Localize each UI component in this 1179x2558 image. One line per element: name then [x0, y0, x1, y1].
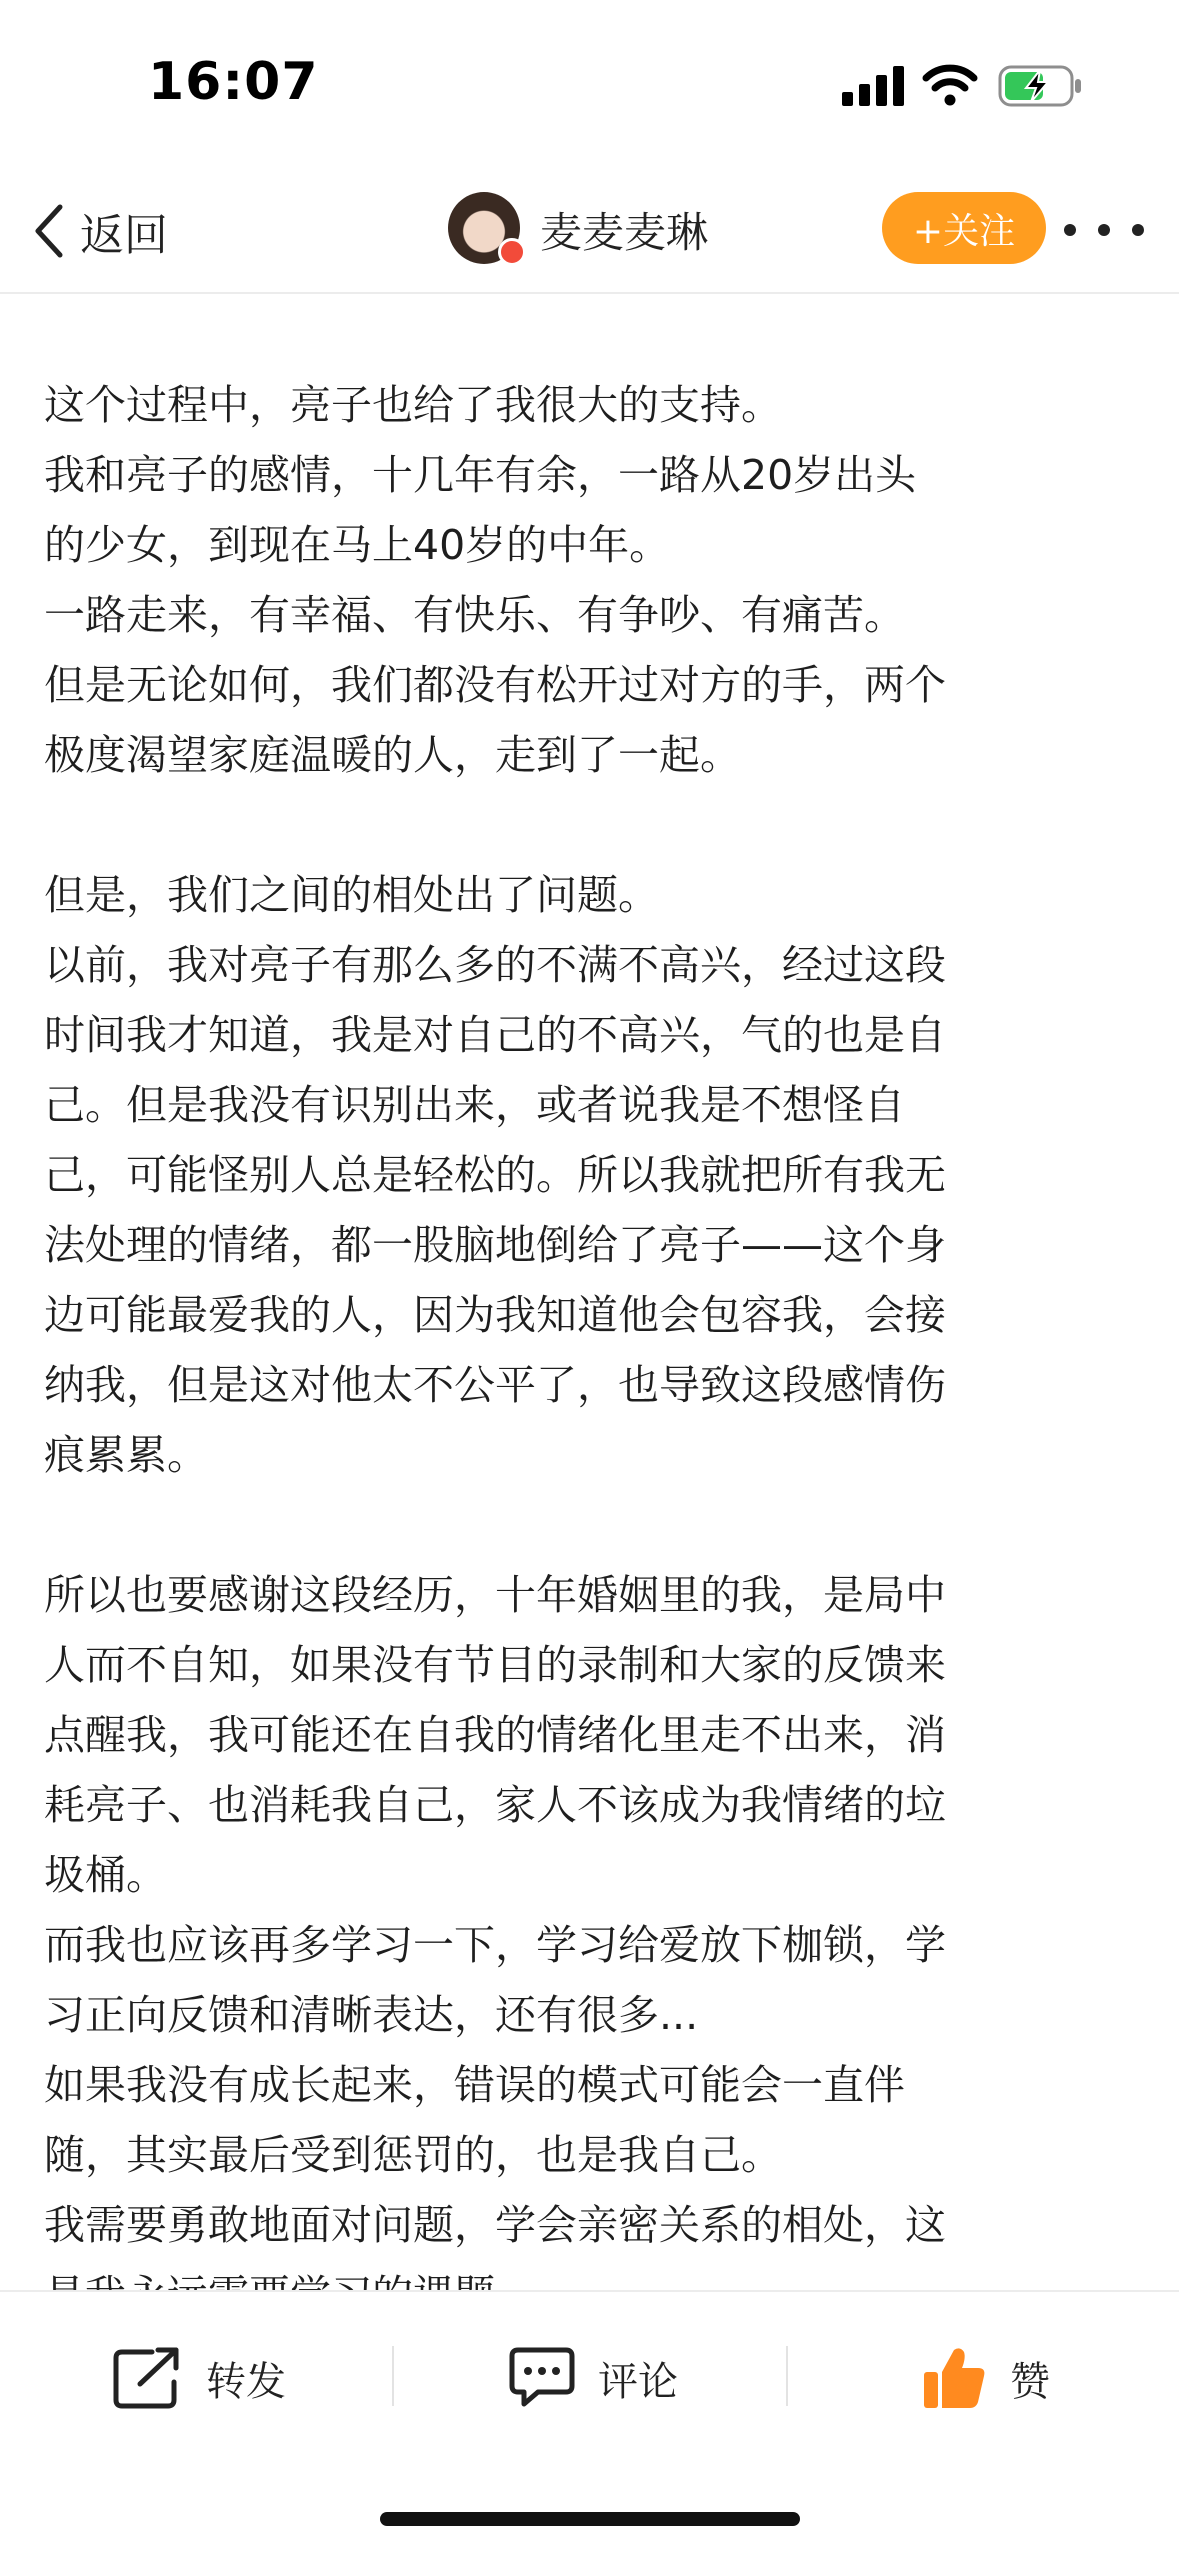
article-paragraph: 这个过程中，亮子也给了我很大的支持。 我和亮子的感情，十几年有余，一路从20岁出头 的少女，到现在马上40岁的中年。 一路走来，有幸福、有快乐、有争吵、有痛苦。 但是无论如何，我们都没有松开过对方的手，两个 极度渴望家庭温暖的人，走到了一起。: [44, 381, 946, 779]
back-chevron-icon: [30, 201, 70, 261]
repost-icon: [112, 2346, 184, 2410]
like-icon: [920, 2344, 988, 2412]
signal-icon: [842, 66, 906, 106]
more-icon[interactable]: [1064, 206, 1144, 254]
divider: [392, 2346, 394, 2406]
follow-button[interactable]: +关注: [882, 192, 1046, 264]
article-paragraph: 所以也要感谢这段经历，十年婚姻里的我，是局中 人而不自知，如果没有节目的录制和大家的反馈来 点醒我，我可能还在自我的情绪化里走不出来，消 耗亮子、也消耗我自己，家人不该成为我情绪的垃 圾桶。 而我也应该再多学习一下，学习给爱放下枷锁，学 习正向反馈和清晰表达，还有很多... 如果我没有成长起来，错误的模式可能会一直伴 随，其实最后受到惩罚的，也是我自己。 我需要勇敢地面对问题，学会亲密关系的相处，这: [44, 1571, 946, 2249]
verified-badge-icon: [498, 238, 526, 266]
comment-button[interactable]: [508, 2338, 678, 2418]
repost-button[interactable]: [112, 2338, 286, 2418]
user-name[interactable]: 麦麦麦琳: [540, 208, 709, 257]
status-time: 16:07: [148, 52, 319, 112]
wifi-icon: [922, 62, 978, 106]
battery-charging-icon: [998, 64, 1084, 108]
like-button[interactable]: [920, 2338, 1050, 2418]
comment-icon: [508, 2346, 576, 2410]
status-bar: [0, 0, 1179, 170]
article-body: [44, 370, 1134, 2290]
divider: [786, 2346, 788, 2406]
home-indicator: [380, 2512, 800, 2526]
comment-label: 评论: [598, 2358, 678, 2405]
avatar[interactable]: [448, 192, 520, 264]
nav-bar: [0, 170, 1179, 294]
back-button[interactable]: [30, 194, 168, 268]
article-paragraph: 但是，我们之间的相处出了问题。 以前，我对亮子有那么多的不满不高兴，经过这段 时间我才知道，我是对自己的不高兴，气的也是自 己。但是我没有识别出来，或者说我是不想怪自 己，可能怪别人总是轻松的。所以我就把所有我无 法处理的情绪，都一股脑地倒给了亮子——这个身 边可能最爱我的人，因为我知道他会包容我，会接 纳我，但是这对他太不公平了，也导致这段感情伤 痕累累。: [44, 871, 946, 1479]
back-label: 返回: [80, 210, 168, 261]
repost-label: 转发: [206, 2358, 286, 2405]
like-label: 赞: [1010, 2358, 1050, 2405]
